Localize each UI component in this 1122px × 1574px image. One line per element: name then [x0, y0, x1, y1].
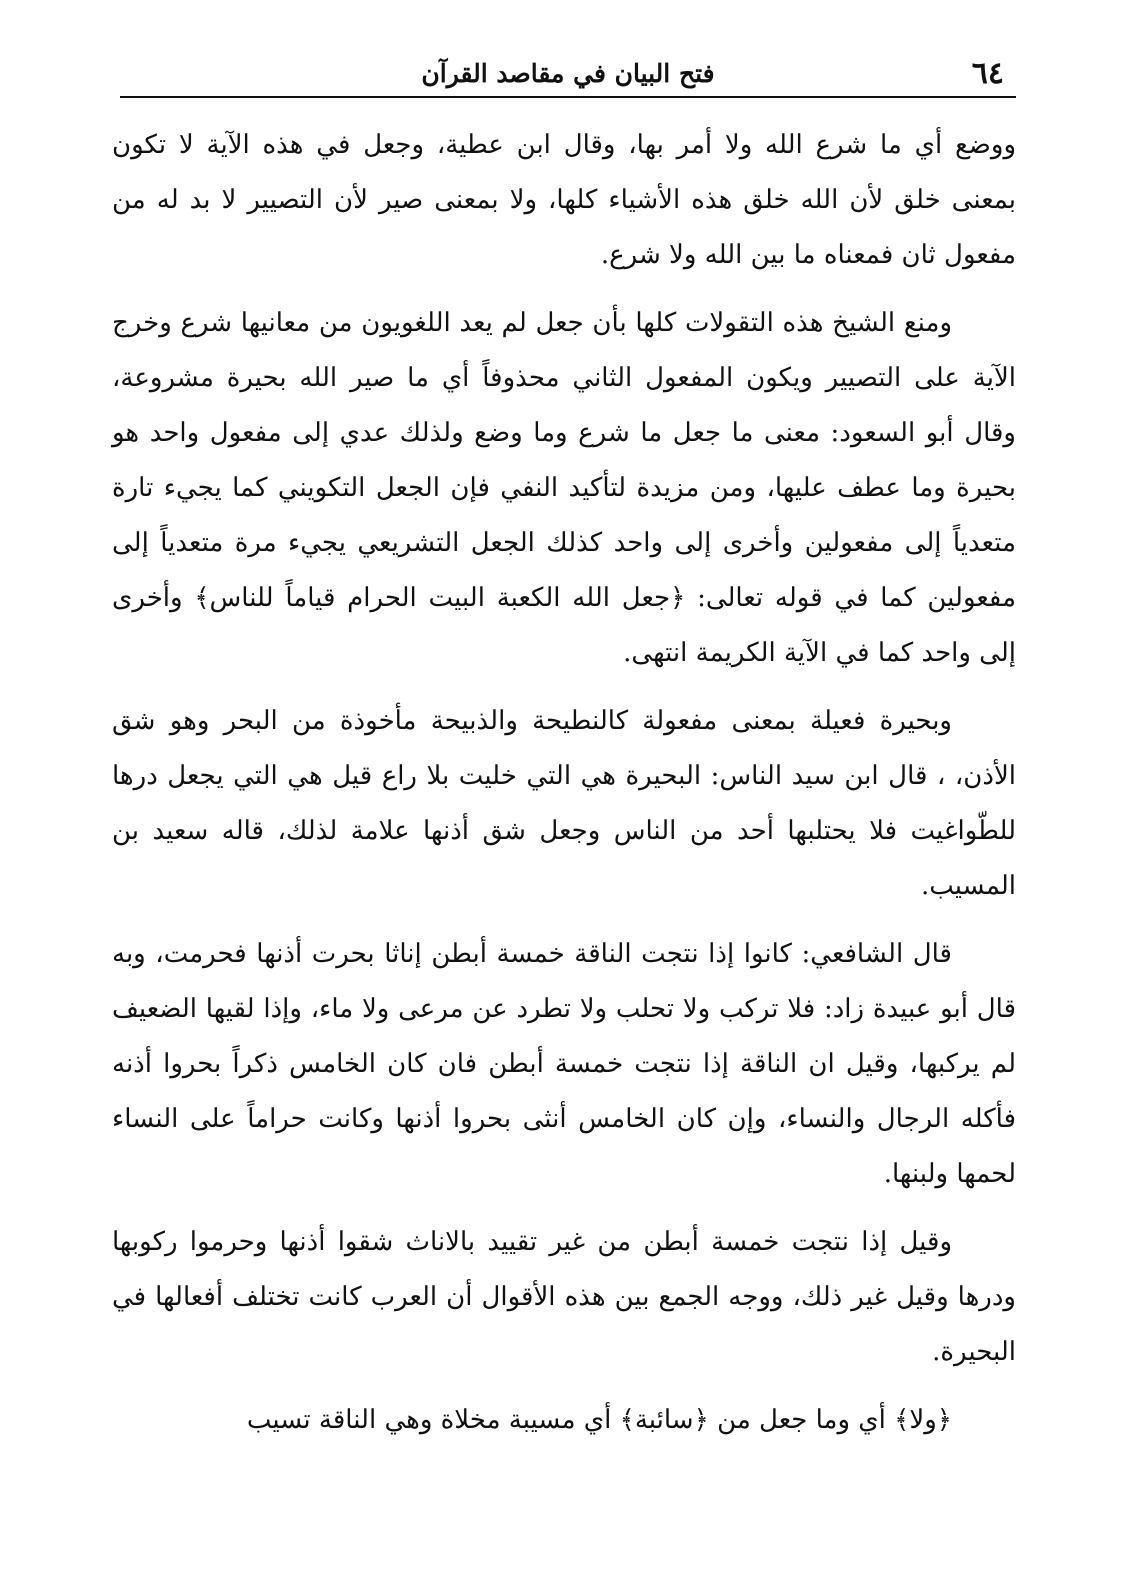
paragraph: وقيل إذا نتجت خمسة أبطن من غير تقييد بالاناث شقوا أذنها وحرموا ركوبها ودرها وقيل غير ذلك، ووجه الجمع بين هذه الأقوال أن العرب كانت تختلف أفعالها في البحيرة.	[112, 1227, 1016, 1367]
paragraph: وبحيرة فعيلة بمعنى مفعولة كالنطيحة والذبيحة مأخوذة من البحر وهو شق الأذن، ، قال ابن سيد الناس: البحيرة هي التي خليت بلا راع قيل هي التي يجعل درها للطّواغيت فلا يحتلبها أحد من الناس وجعل شق أذنها علامة لذلك، قاله سعيد بن المسيب.	[112, 706, 1016, 901]
page-body	[112, 118, 1016, 1448]
paragraph: ووضع أي ما شرع الله ولا أمر بها، وقال ابن عطية، وجعل في هذه الآية لا تكون بمعنى خلق لأن الله خلق هذه الأشياء كلها، ولا بمعنى صير لأن التصيير لا بد له من مفعول ثان فمعناه ما بين الله ولا شرع.	[112, 130, 1016, 270]
paragraph: قال الشافعي: كانوا إذا نتجت الناقة خمسة أبطن إناثا بحرت أذنها فحرمت، وبه قال أبو عبيدة زاد: فلا تركب ولا تحلب ولا تطرد عن مرعى ولا ماء، وإذا لقيها الضعيف لم يركبها، وقيل ان الناقة إذا نتجت خمسة أبطن فان كان الخامس ذكراً بحروا أذنه فأكله الرجال والنساء، وإن كان الخامس أنثى بحروا أذنها وكانت حراماً على النساء لحمها ولبنها.	[112, 939, 1016, 1189]
running-title: فتح البيان في مقاصد القرآن	[421, 59, 715, 88]
paragraph: ومنع الشيخ هذه التقولات كلها بأن جعل لم يعد اللغويون من معانيها شرع وخرج الآية على التصيير ويكون المفعول الثاني محذوفاً أي ما صير الله بحيرة مشروعة، وقال أبو السعود: معنى ما جعل ما شرع وما وضع ولذلك عدي إلى مفعول واحد هو بحيرة وما عطف عليها، ومن مزيدة لتأكيد النفي فإن الجعل التكويني كما يجيء تارة متعدياً إلى مفعولين وأخرى إلى واحد كذلك الجعل التشريعي يجيء مرة متعدياً إلى مفعولين كما في قوله تعالى: ﴿جعل الله الكعبة البيت الحرام قياماً للناس﴾ وأخرى إلى واحد كما في الآية الكريمة انتهى.	[112, 308, 1016, 668]
page-header	[120, 50, 1016, 98]
paragraph: ﴿ولا﴾ أي وما جعل من ﴿سائبة﴾ أي مسيبة مخلاة وهي الناقة تسيب	[246, 1405, 952, 1435]
header-divider	[120, 96, 1016, 98]
page-number: ٦٤	[971, 56, 1004, 91]
